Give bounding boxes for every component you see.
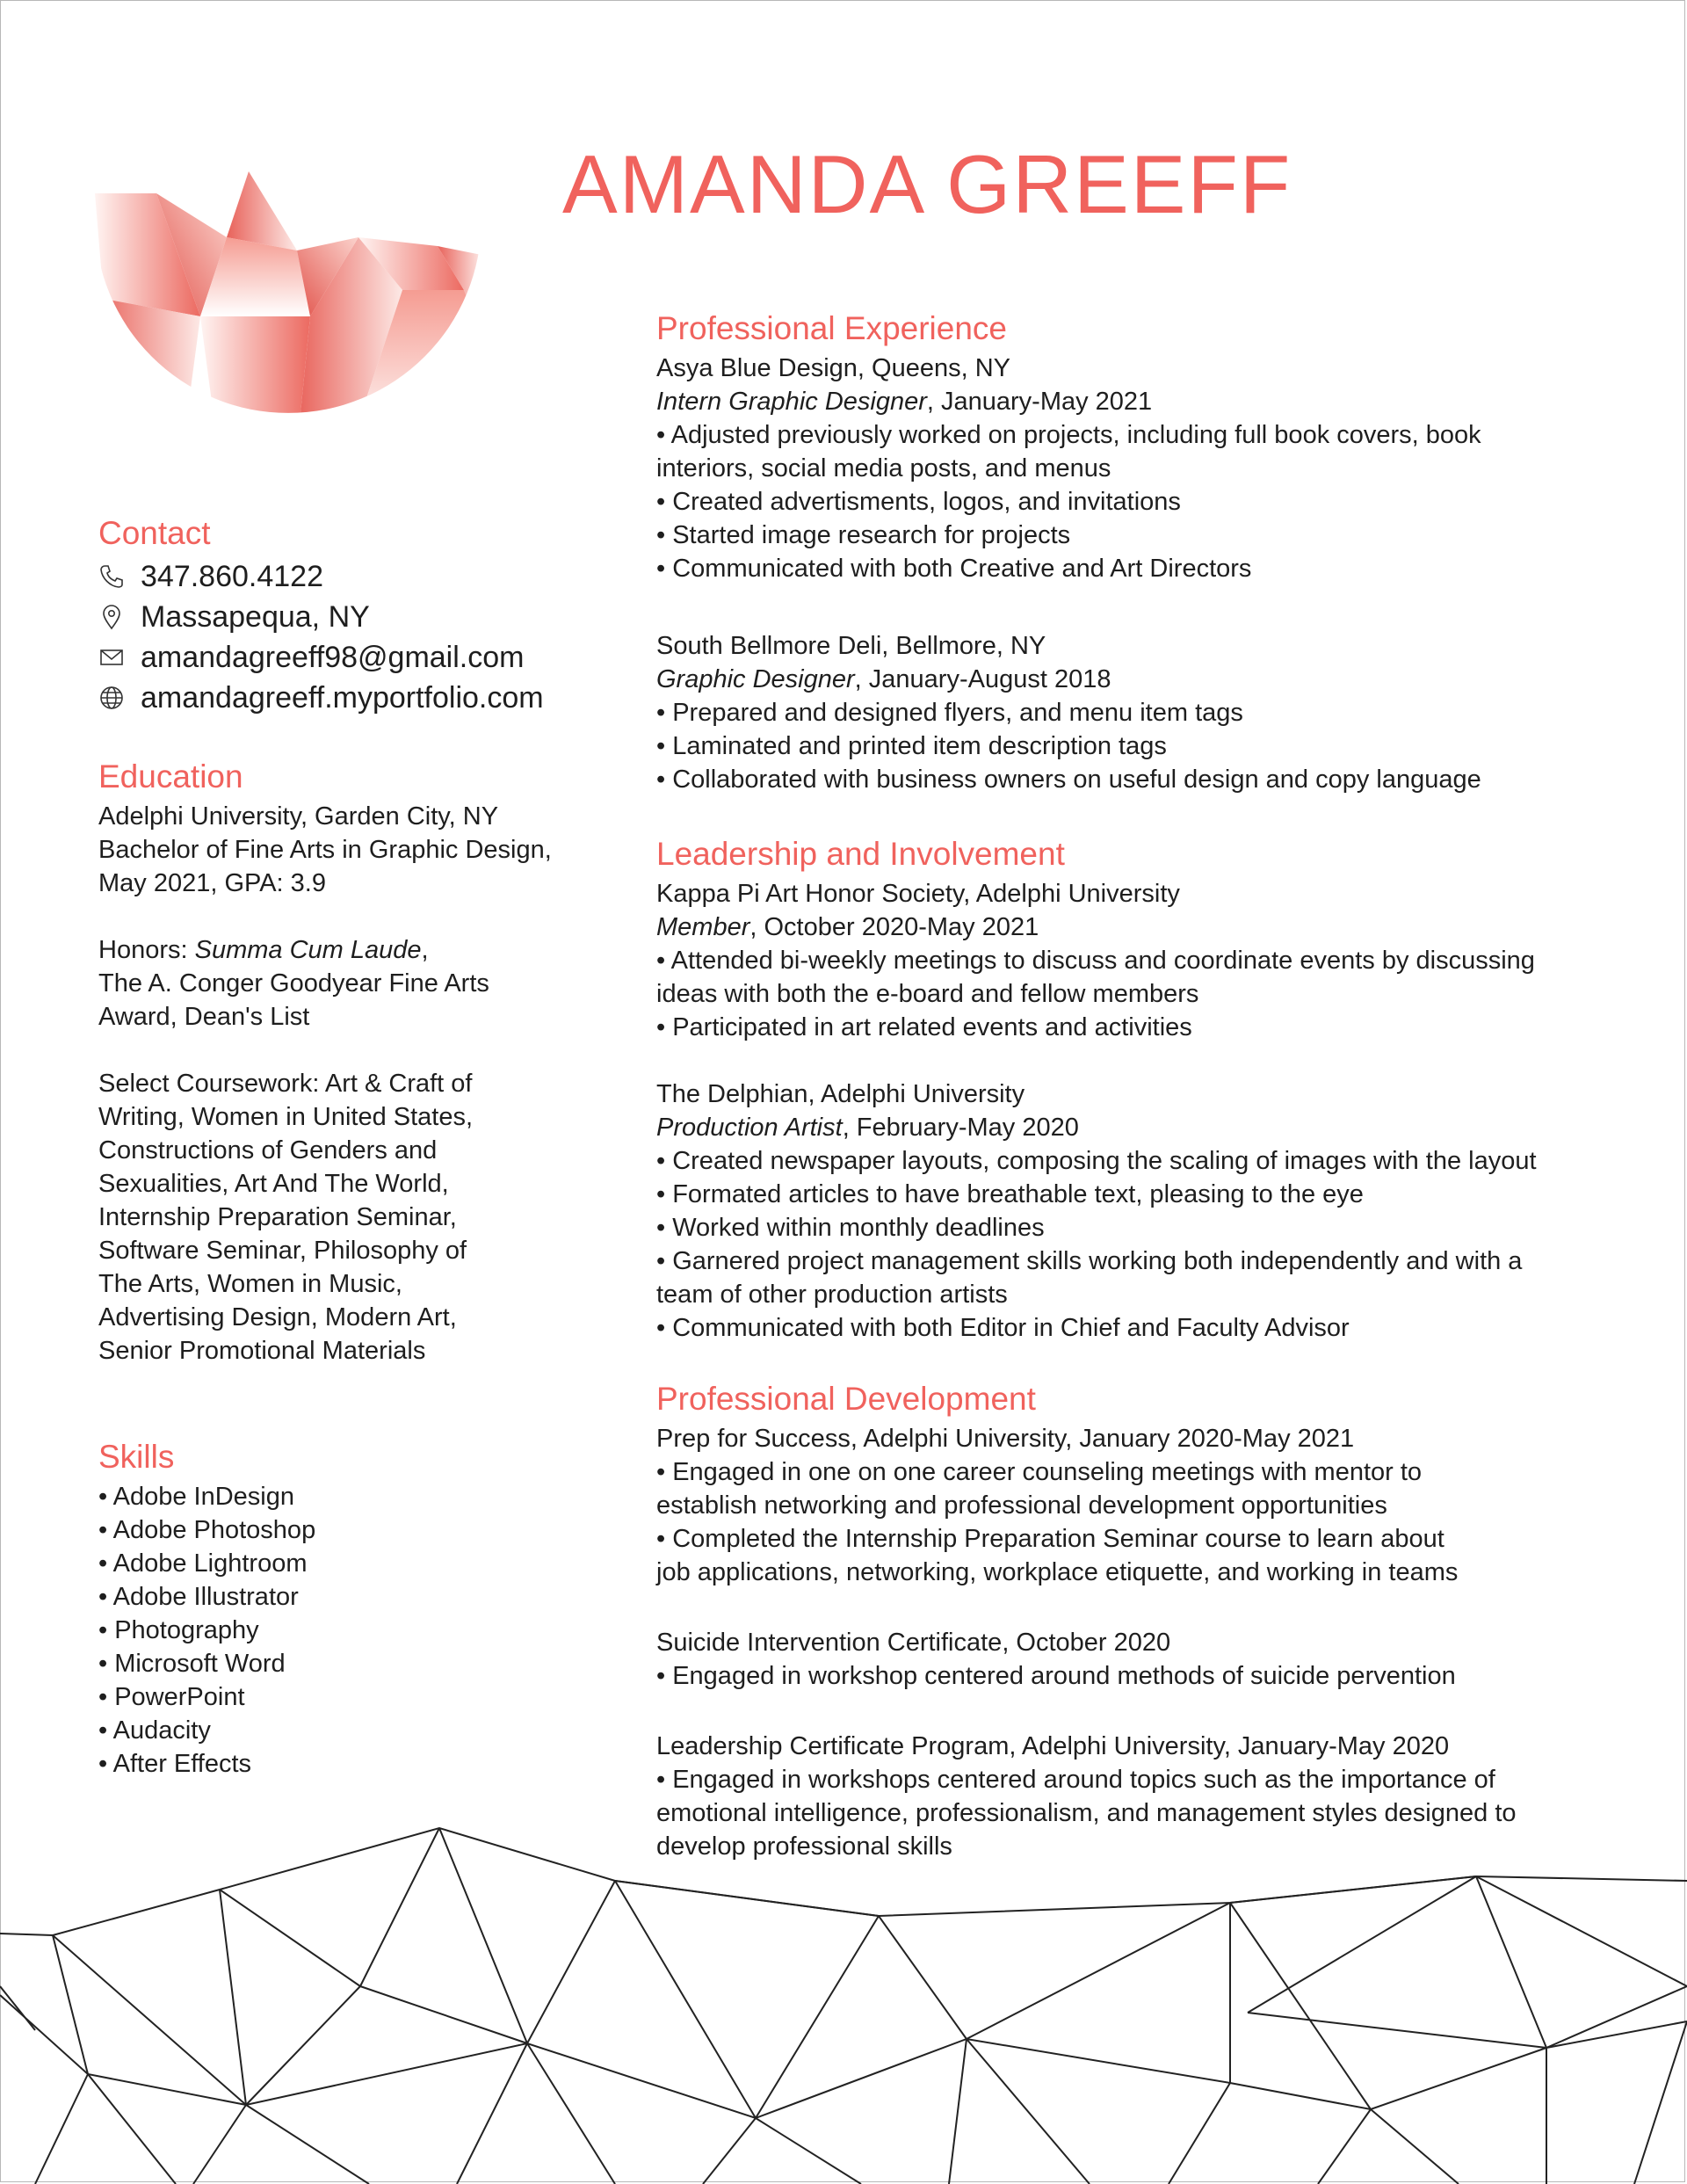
entry-bullet: • Engaged in workshops centered around topics such as the importance of bbox=[656, 1766, 1495, 1794]
education-line: Bachelor of Fine Arts in Graphic Design, bbox=[98, 836, 552, 864]
contact-heading: Contact bbox=[98, 515, 211, 551]
coursework-line: Software Seminar, Philosophy of bbox=[98, 1237, 467, 1265]
entry-title: Leadership Certificate Program, Adelphi University, January-May 2020 bbox=[656, 1732, 1450, 1760]
experience-section bbox=[656, 309, 1614, 796]
skill-item: • After Effects bbox=[98, 1750, 252, 1778]
job-bullet: • Communicated with both Creative and Art Directors bbox=[656, 555, 1252, 583]
entry-bullet: • Created newspaper layouts, composing the scaling of images with the layout bbox=[656, 1147, 1537, 1175]
skill-item: • Adobe InDesign bbox=[98, 1483, 294, 1511]
entry-bullet: • Completed the Internship Preparation Seminar course to learn about bbox=[656, 1525, 1444, 1553]
entry-bullet: • Worked within monthly deadlines bbox=[656, 1214, 1045, 1242]
entry-bullet: team of other production artists bbox=[656, 1281, 1008, 1309]
job-bullet: • Laminated and printed item description tags bbox=[656, 732, 1167, 760]
development-section bbox=[656, 1380, 1614, 1863]
geometric-logo-icon bbox=[95, 167, 481, 448]
entry-bullet: ideas with both the e-board and fellow members bbox=[656, 980, 1199, 1008]
skill-item: • Adobe Lightroom bbox=[98, 1549, 308, 1578]
leadership-heading: Leadership and Involvement bbox=[656, 836, 1065, 872]
contact-location bbox=[98, 597, 590, 637]
job-dates: , January-August 2018 bbox=[854, 665, 1111, 693]
entry-org: Kappa Pi Art Honor Society, Adelphi University bbox=[656, 880, 1180, 908]
entry-bullet: • Formated articles to have breathable text, pleasing to the eye bbox=[656, 1180, 1364, 1208]
skill-item: • PowerPoint bbox=[98, 1683, 245, 1711]
phone-number: 347.860.4122 bbox=[141, 560, 323, 593]
skills-heading: Skills bbox=[98, 1439, 175, 1475]
honors-latin: Summa Cum Laude bbox=[194, 936, 422, 964]
job-bullet: • Created advertisments, logos, and invitations bbox=[656, 488, 1181, 516]
experience-heading: Professional Experience bbox=[656, 310, 1007, 346]
coursework-line: Sexualities, Art And The World, bbox=[98, 1170, 449, 1198]
logo-facet bbox=[200, 316, 310, 448]
education-section bbox=[98, 758, 590, 1368]
development-heading: Professional Development bbox=[656, 1381, 1036, 1417]
entry-role bbox=[656, 1111, 1614, 1144]
honors-line: Award, Dean's List bbox=[98, 1003, 310, 1031]
entry-dates: , October 2020-May 2021 bbox=[749, 913, 1039, 941]
entry-bullet: • Communicated with both Editor in Chief and Faculty Advisor bbox=[656, 1314, 1350, 1342]
job-bullet: • Prepared and designed flyers, and menu item tags bbox=[656, 699, 1243, 727]
entry-dates: , February-May 2020 bbox=[842, 1114, 1079, 1142]
contact-section bbox=[98, 514, 590, 718]
honors-line: The A. Conger Goodyear Fine Arts bbox=[98, 969, 489, 998]
job-org: South Bellmore Deli, Bellmore, NY bbox=[656, 632, 1046, 660]
globe-icon bbox=[98, 685, 125, 711]
honors-line bbox=[98, 933, 590, 967]
job-dates: , January-May 2021 bbox=[926, 388, 1153, 416]
honors-comma: , bbox=[421, 936, 429, 964]
job-title: Intern Graphic Designer bbox=[656, 388, 927, 416]
skill-item: • Audacity bbox=[98, 1716, 211, 1745]
phone-icon bbox=[98, 563, 125, 590]
mail-icon bbox=[98, 644, 125, 671]
education-line: Adelphi University, Garden City, NY bbox=[98, 802, 499, 831]
entry-title: Member bbox=[656, 913, 750, 941]
education-heading: Education bbox=[98, 758, 243, 795]
entry-bullet: emotional intelligence, professionalism, and management styles designed to bbox=[656, 1799, 1517, 1827]
entry-bullet: • Garnered project management skills working both independently and with a bbox=[656, 1247, 1523, 1275]
logo-facet bbox=[227, 171, 297, 250]
leadership-section bbox=[656, 835, 1614, 1345]
entry-title: Production Artist bbox=[656, 1114, 843, 1142]
coursework-line: Internship Preparation Seminar, bbox=[98, 1203, 457, 1231]
coursework-line: Writing, Women in United States, bbox=[98, 1103, 474, 1131]
skill-item: • Adobe Photoshop bbox=[98, 1516, 316, 1544]
job-org: Asya Blue Design, Queens, NY bbox=[656, 354, 1010, 382]
logo-facet bbox=[95, 299, 200, 448]
entry-bullet: • Attended bi-weekly meetings to discuss and coordinate events by discussing bbox=[656, 947, 1535, 975]
website-link[interactable]: amandagreeff.myportfolio.com bbox=[141, 681, 544, 715]
job-role bbox=[656, 385, 1614, 418]
honors-label: Honors: bbox=[98, 936, 195, 964]
job-role bbox=[656, 663, 1614, 696]
geometric-line-art bbox=[0, 1819, 1687, 2184]
entry-bullet: • Engaged in workshop centered around methods of suicide pervention bbox=[656, 1662, 1456, 1690]
contact-website bbox=[98, 678, 590, 718]
email-link[interactable]: amandagreeff98@gmail.com bbox=[141, 641, 525, 674]
job-bullet: • Started image research for projects bbox=[656, 521, 1071, 549]
entry-title: Prep for Success, Adelphi University, January 2020-May 2021 bbox=[656, 1425, 1355, 1453]
job-bullet: • Collaborated with business owners on useful design and copy language bbox=[656, 765, 1481, 794]
entry-bullet: • Participated in art related events and activities bbox=[656, 1013, 1192, 1041]
skills-section bbox=[98, 1438, 590, 1781]
job-bullet: • Adjusted previously worked on projects, including full book covers, book bbox=[656, 421, 1481, 449]
entry-bullet: establish networking and professional development opportunities bbox=[656, 1491, 1387, 1520]
entry-org: The Delphian, Adelphi University bbox=[656, 1080, 1025, 1108]
entry-bullet: job applications, networking, workplace etiquette, and working in teams bbox=[656, 1558, 1459, 1586]
job-bullet: interiors, social media posts, and menus bbox=[656, 454, 1111, 483]
location-text: Massapequa, NY bbox=[141, 600, 370, 634]
coursework-line: The Arts, Women in Music, bbox=[98, 1270, 402, 1298]
coursework-line: Senior Promotional Materials bbox=[98, 1337, 426, 1365]
education-line: May 2021, GPA: 3.9 bbox=[98, 869, 326, 897]
skill-item: • Photography bbox=[98, 1616, 259, 1644]
skill-item: • Microsoft Word bbox=[98, 1650, 286, 1678]
entry-title: Suicide Intervention Certificate, October 2020 bbox=[656, 1629, 1171, 1657]
applicant-name: AMANDA GREEFF bbox=[562, 138, 1292, 230]
entry-bullet: develop professional skills bbox=[656, 1832, 952, 1861]
entry-role bbox=[656, 911, 1614, 944]
coursework-line: Select Coursework: Art & Craft of bbox=[98, 1070, 473, 1098]
entry-bullet: • Engaged in one on one career counseling meetings with mentor to bbox=[656, 1458, 1423, 1486]
location-pin-icon bbox=[98, 604, 125, 630]
job-title: Graphic Designer bbox=[656, 665, 855, 693]
coursework-line: Constructions of Genders and bbox=[98, 1136, 438, 1165]
skill-item: • Adobe Illustrator bbox=[98, 1583, 299, 1611]
coursework-line: Advertising Design, Modern Art, bbox=[98, 1303, 457, 1331]
contact-email bbox=[98, 637, 590, 678]
contact-phone bbox=[98, 556, 590, 597]
